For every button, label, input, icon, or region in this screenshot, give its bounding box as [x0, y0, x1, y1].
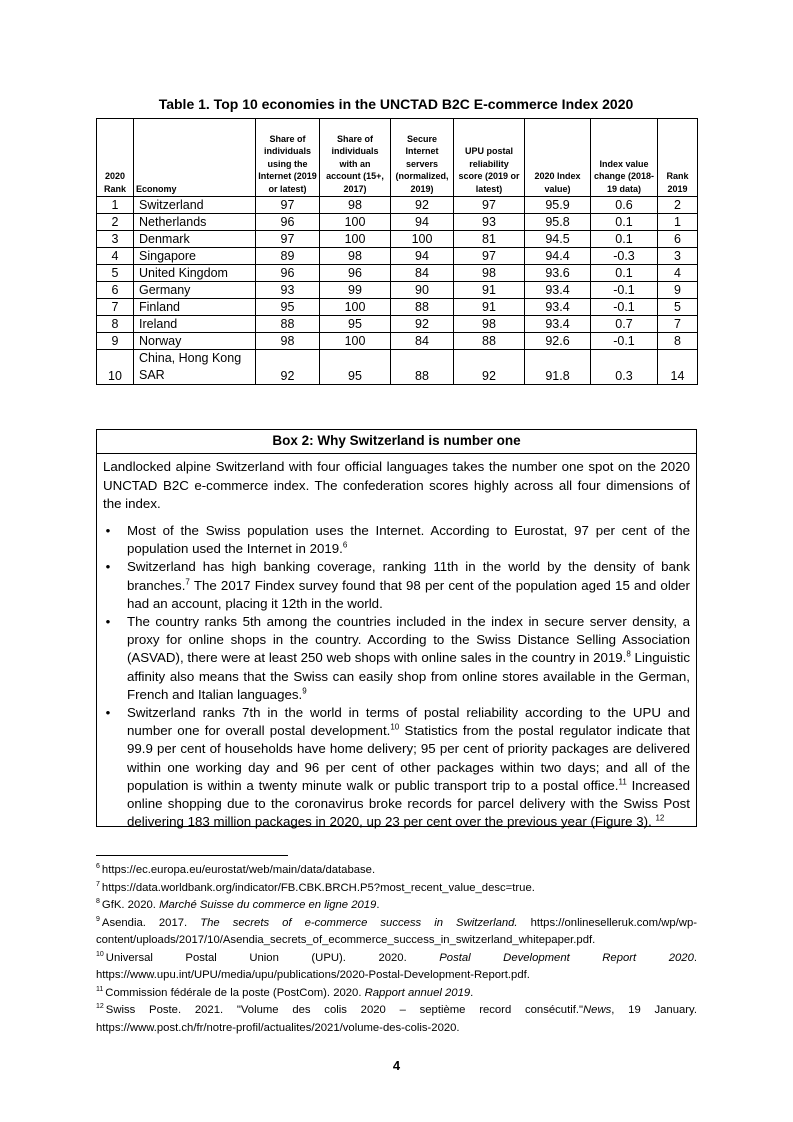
footnote-title: News: [583, 1004, 612, 1016]
table-row: [97, 350, 698, 385]
cell-upu: 92: [454, 350, 525, 385]
cell-rank: 6: [97, 282, 134, 299]
cell-change: -0.1: [591, 299, 658, 316]
footnote-text: https://data.worldbank.org/indicator/FB.CBK.BRCH.P5?most_recent_value_desc=true.: [101, 881, 535, 894]
bullet-item: [103, 704, 690, 831]
cell-rank: 10: [97, 350, 134, 385]
cell-index: 92.6: [525, 333, 591, 350]
cell-change: -0.1: [591, 282, 658, 299]
footnote-number: 11: [96, 985, 104, 993]
cell-upu: 93: [454, 214, 525, 231]
footnote-item: [96, 862, 697, 880]
table-title: Table 1. Top 10 economies in the UNCTAD B2C E-commerce Index 2020: [158, 96, 634, 112]
header-upu-score: UPU postal reliability score (2019 or latest): [454, 119, 525, 197]
cell-internet: 92: [256, 350, 320, 385]
cell-account: 99: [320, 282, 391, 299]
cell-servers: 88: [391, 350, 454, 385]
cell-change: -0.3: [591, 248, 658, 265]
footnote-text: https://ec.europa.eu/eurostat/web/main/data/database.: [101, 864, 376, 876]
cell-account: 95: [320, 316, 391, 333]
cell-change: 0.6: [591, 197, 658, 214]
cell-internet: 89: [256, 248, 320, 265]
cell-upu: 88: [454, 333, 525, 350]
cell-change: 0.1: [591, 231, 658, 248]
bullet-dot-icon: •: [105, 523, 111, 538]
header-secure-servers: Secure Internet servers (normalized, 2019): [391, 119, 454, 197]
footnote-number: 10: [96, 950, 104, 958]
cell-rank2019: 3: [658, 248, 698, 265]
cell-account: 98: [320, 197, 391, 214]
table-row: [97, 316, 698, 333]
table-row: [97, 265, 698, 282]
cell-economy: Germany: [134, 282, 256, 299]
cell-servers: 90: [391, 282, 454, 299]
cell-rank2019: 4: [658, 265, 698, 282]
footnote-number: 12: [96, 1003, 104, 1011]
cell-upu: 91: [454, 299, 525, 316]
cell-economy: Finland: [134, 299, 256, 316]
cell-economy: United Kingdom: [134, 265, 256, 282]
cell-index: 93.4: [525, 282, 591, 299]
footnote-divider: [96, 855, 288, 856]
footnote-title: Postal Development Report 2020: [439, 951, 694, 964]
cell-index: 93.4: [525, 299, 591, 316]
table-row: [97, 214, 698, 231]
bullet-item: [103, 613, 690, 704]
cell-rank: 2: [97, 214, 134, 231]
cell-rank2019: 6: [658, 231, 698, 248]
cell-index: 95.8: [525, 214, 591, 231]
footnote-ref[interactable]: 8: [626, 650, 631, 659]
cell-internet: 95: [256, 299, 320, 316]
footnote-ref[interactable]: 6: [342, 540, 348, 550]
header-rank-2020: 2020 Rank: [97, 119, 134, 197]
header-internet-share: Share of individuals using the Internet (2019 or latest): [256, 119, 320, 197]
cell-index: 94.5: [525, 231, 591, 248]
cell-internet: 96: [256, 265, 320, 282]
footnote-number: 7: [96, 880, 100, 888]
cell-servers: 94: [391, 214, 454, 231]
table-header-row: [97, 119, 698, 197]
footnote-number: 6: [96, 863, 100, 871]
cell-upu: 97: [454, 248, 525, 265]
cell-rank2019: 8: [658, 333, 698, 350]
bullet-dot-icon: •: [105, 614, 111, 630]
footnote-number: 8: [96, 898, 100, 906]
bullet-text: Increased online shopping due to the coronavirus broke records for parcel delivery with the Swiss Post delivering 183 million packages in 2020, up 23 per cent over the previous year (Figure 3).: [127, 777, 691, 830]
bullet-dot-icon: •: [105, 559, 111, 575]
cell-index: 93.6: [525, 265, 591, 282]
cell-account: 100: [320, 231, 391, 248]
bullet-item: [103, 558, 690, 613]
footnote-text: Swiss Poste. 2021. "Volume des colis 2020 – septième record consécutif.": [105, 1004, 584, 1016]
cell-internet: 97: [256, 231, 320, 248]
cell-rank2019: 1: [658, 214, 698, 231]
cell-account: 98: [320, 248, 391, 265]
footnote-ref[interactable]: 12: [655, 813, 665, 823]
footnote-text-end: .: [376, 899, 380, 911]
cell-economy: China, Hong Kong SAR: [134, 350, 256, 385]
cell-rank2019: 7: [658, 316, 698, 333]
table-body: [97, 197, 698, 385]
cell-account: 96: [320, 265, 391, 282]
footnote-text: Universal Postal Union (UPU). 2020.: [105, 951, 440, 964]
cell-economy: Switzerland: [134, 197, 256, 214]
cell-economy: Norway: [134, 333, 256, 350]
footnote-item: [96, 915, 697, 950]
table-row: [97, 248, 698, 265]
footnote-ref[interactable]: 11: [618, 777, 627, 787]
bullet-text: Switzerland has high banking coverage, ranking 11th in the world by the density of bank branches.: [127, 559, 690, 593]
cell-rank: 8: [97, 316, 134, 333]
cell-servers: 88: [391, 299, 454, 316]
cell-economy: Ireland: [134, 316, 256, 333]
footnote-ref[interactable]: 7: [185, 577, 190, 587]
table-row: [97, 299, 698, 316]
cell-rank: 9: [97, 333, 134, 350]
table-row: [97, 231, 698, 248]
box-bullet-list: [103, 522, 690, 831]
bullet-item: [103, 522, 690, 558]
cell-change: 0.1: [591, 214, 658, 231]
header-rank-2019: Rank 2019: [658, 119, 698, 197]
cell-servers: 84: [391, 333, 454, 350]
cell-upu: 98: [454, 316, 525, 333]
box-intro-paragraph: Landlocked alpine Switzerland with four official languages takes the number one spot on the 2020 UNCTAD B2C e-commerce index. The confederation scores highly across all four dimensions of the index.: [103, 459, 690, 511]
cell-servers: 94: [391, 248, 454, 265]
footnotes: [96, 862, 697, 1037]
cell-rank: 1: [97, 197, 134, 214]
bullet-text: The 2017 Findex survey found that 98 per cent of the population aged 15 and older had an account, placing it 12th in the world.: [127, 577, 690, 611]
cell-internet: 96: [256, 214, 320, 231]
footnote-ref[interactable]: 10: [390, 722, 400, 732]
cell-account: 100: [320, 214, 391, 231]
footnote-item: [96, 950, 697, 985]
cell-rank: 3: [97, 231, 134, 248]
cell-account: 100: [320, 333, 391, 350]
footnote-item: [96, 985, 697, 1003]
bullet-text: Statistics from the postal regulator indicate that 99.9 per cent of households have home delivery; 95 per cent of priority packages are delivered within one working day and 96 per cent of other packages within two days; and all of the population is within a twenty minute walk or public transport trip to a postal office.: [127, 723, 690, 793]
cell-economy: Netherlands: [134, 214, 256, 231]
page-number: 4: [392, 1058, 401, 1073]
header-index-change: Index value change (2018-19 data): [591, 119, 658, 197]
table-row: [97, 282, 698, 299]
cell-change: 0.3: [591, 350, 658, 385]
footnote-number: 9: [96, 915, 100, 923]
footnote-text-end: https://onlineselleruk.com/wp/wp-content/uploads/2017/10/Asendia_secrets_of_ecommerce_success_in_switzerland_whitepaper.pdf.: [96, 916, 697, 946]
footnote-item: [96, 880, 697, 898]
cell-rank: 7: [97, 299, 134, 316]
header-economy: Economy: [134, 119, 256, 197]
bullet-text: The country ranks 5th among the countries included in the index in secure server density, a proxy for online shops in the country. According to the Swiss Distance Selling Association (ASVAD), there were at least 250 web shops with online sales in the country in 2019.: [127, 614, 690, 666]
footnote-text: Asendia. 2017.: [101, 916, 201, 929]
cell-economy: Singapore: [134, 248, 256, 265]
footnote-text-end: , 19 January. https://www.post.ch/fr/notre-profil/actualites/2021/volume-des-colis-2020.: [96, 1004, 697, 1034]
cell-servers: 92: [391, 316, 454, 333]
header-account-share: Share of individuals with an account (15+, 2017): [320, 119, 391, 197]
footnote-title: Marché Suisse du commerce en ligne 2019: [159, 899, 377, 911]
bullet-dot-icon: •: [105, 705, 111, 721]
cell-upu: 98: [454, 265, 525, 282]
header-index-value: 2020 Index value): [525, 119, 591, 197]
cell-rank2019: 9: [658, 282, 698, 299]
cell-index: 94.4: [525, 248, 591, 265]
footnote-item: [96, 897, 697, 915]
cell-servers: 100: [391, 231, 454, 248]
cell-account: 100: [320, 299, 391, 316]
table-row: [97, 197, 698, 214]
cell-internet: 98: [256, 333, 320, 350]
footnote-text-end: .: [470, 986, 474, 999]
cell-rank: 5: [97, 265, 134, 282]
cell-upu: 97: [454, 197, 525, 214]
cell-rank2019: 14: [658, 350, 698, 385]
footnote-item: [96, 1002, 697, 1037]
cell-internet: 97: [256, 197, 320, 214]
footnote-ref[interactable]: 9: [302, 686, 307, 696]
cell-servers: 84: [391, 265, 454, 282]
cell-economy: Denmark: [134, 231, 256, 248]
bullet-text: Switzerland ranks 7th in the world in terms of postal reliability according to the UPU and number one for overall postal development.: [127, 705, 690, 739]
bullet-text: Linguistic affinity also means that the Swiss can easily shop from online stores available in the German, French and Italian languages.: [127, 650, 690, 702]
table-row: [97, 333, 698, 350]
footnote-text: Commission fédérale de la poste (PostCom). 2020.: [105, 986, 365, 999]
cell-rank2019: 2: [658, 197, 698, 214]
footnote-title: Rapport annuel 2019: [364, 986, 471, 999]
cell-servers: 92: [391, 197, 454, 214]
cell-change: 0.1: [591, 265, 658, 282]
cell-rank: 4: [97, 248, 134, 265]
cell-index: 91.8: [525, 350, 591, 385]
cell-change: 0.7: [591, 316, 658, 333]
cell-internet: 93: [256, 282, 320, 299]
footnote-text: GfK. 2020.: [101, 899, 160, 911]
box-title: Box 2: Why Switzerland is number one: [272, 433, 521, 448]
ecommerce-index-table: [96, 118, 698, 385]
cell-internet: 88: [256, 316, 320, 333]
cell-rank2019: 5: [658, 299, 698, 316]
cell-change: -0.1: [591, 333, 658, 350]
footnote-title: The secrets of e-commerce success in Switzerland.: [200, 916, 518, 929]
box-title-divider: [96, 453, 697, 454]
cell-account: 95: [320, 350, 391, 385]
footnote-text-end: . https://www.upu.int/UPU/media/upu/publications/2020-Postal-Development-Report.pdf.: [96, 951, 697, 981]
cell-index: 93.4: [525, 316, 591, 333]
cell-upu: 91: [454, 282, 525, 299]
cell-index: 95.9: [525, 197, 591, 214]
cell-upu: 81: [454, 231, 525, 248]
bullet-text: Most of the Swiss population uses the Internet. According to Eurostat, 97 per cent of the population used the Internet in 2019.: [127, 523, 690, 557]
